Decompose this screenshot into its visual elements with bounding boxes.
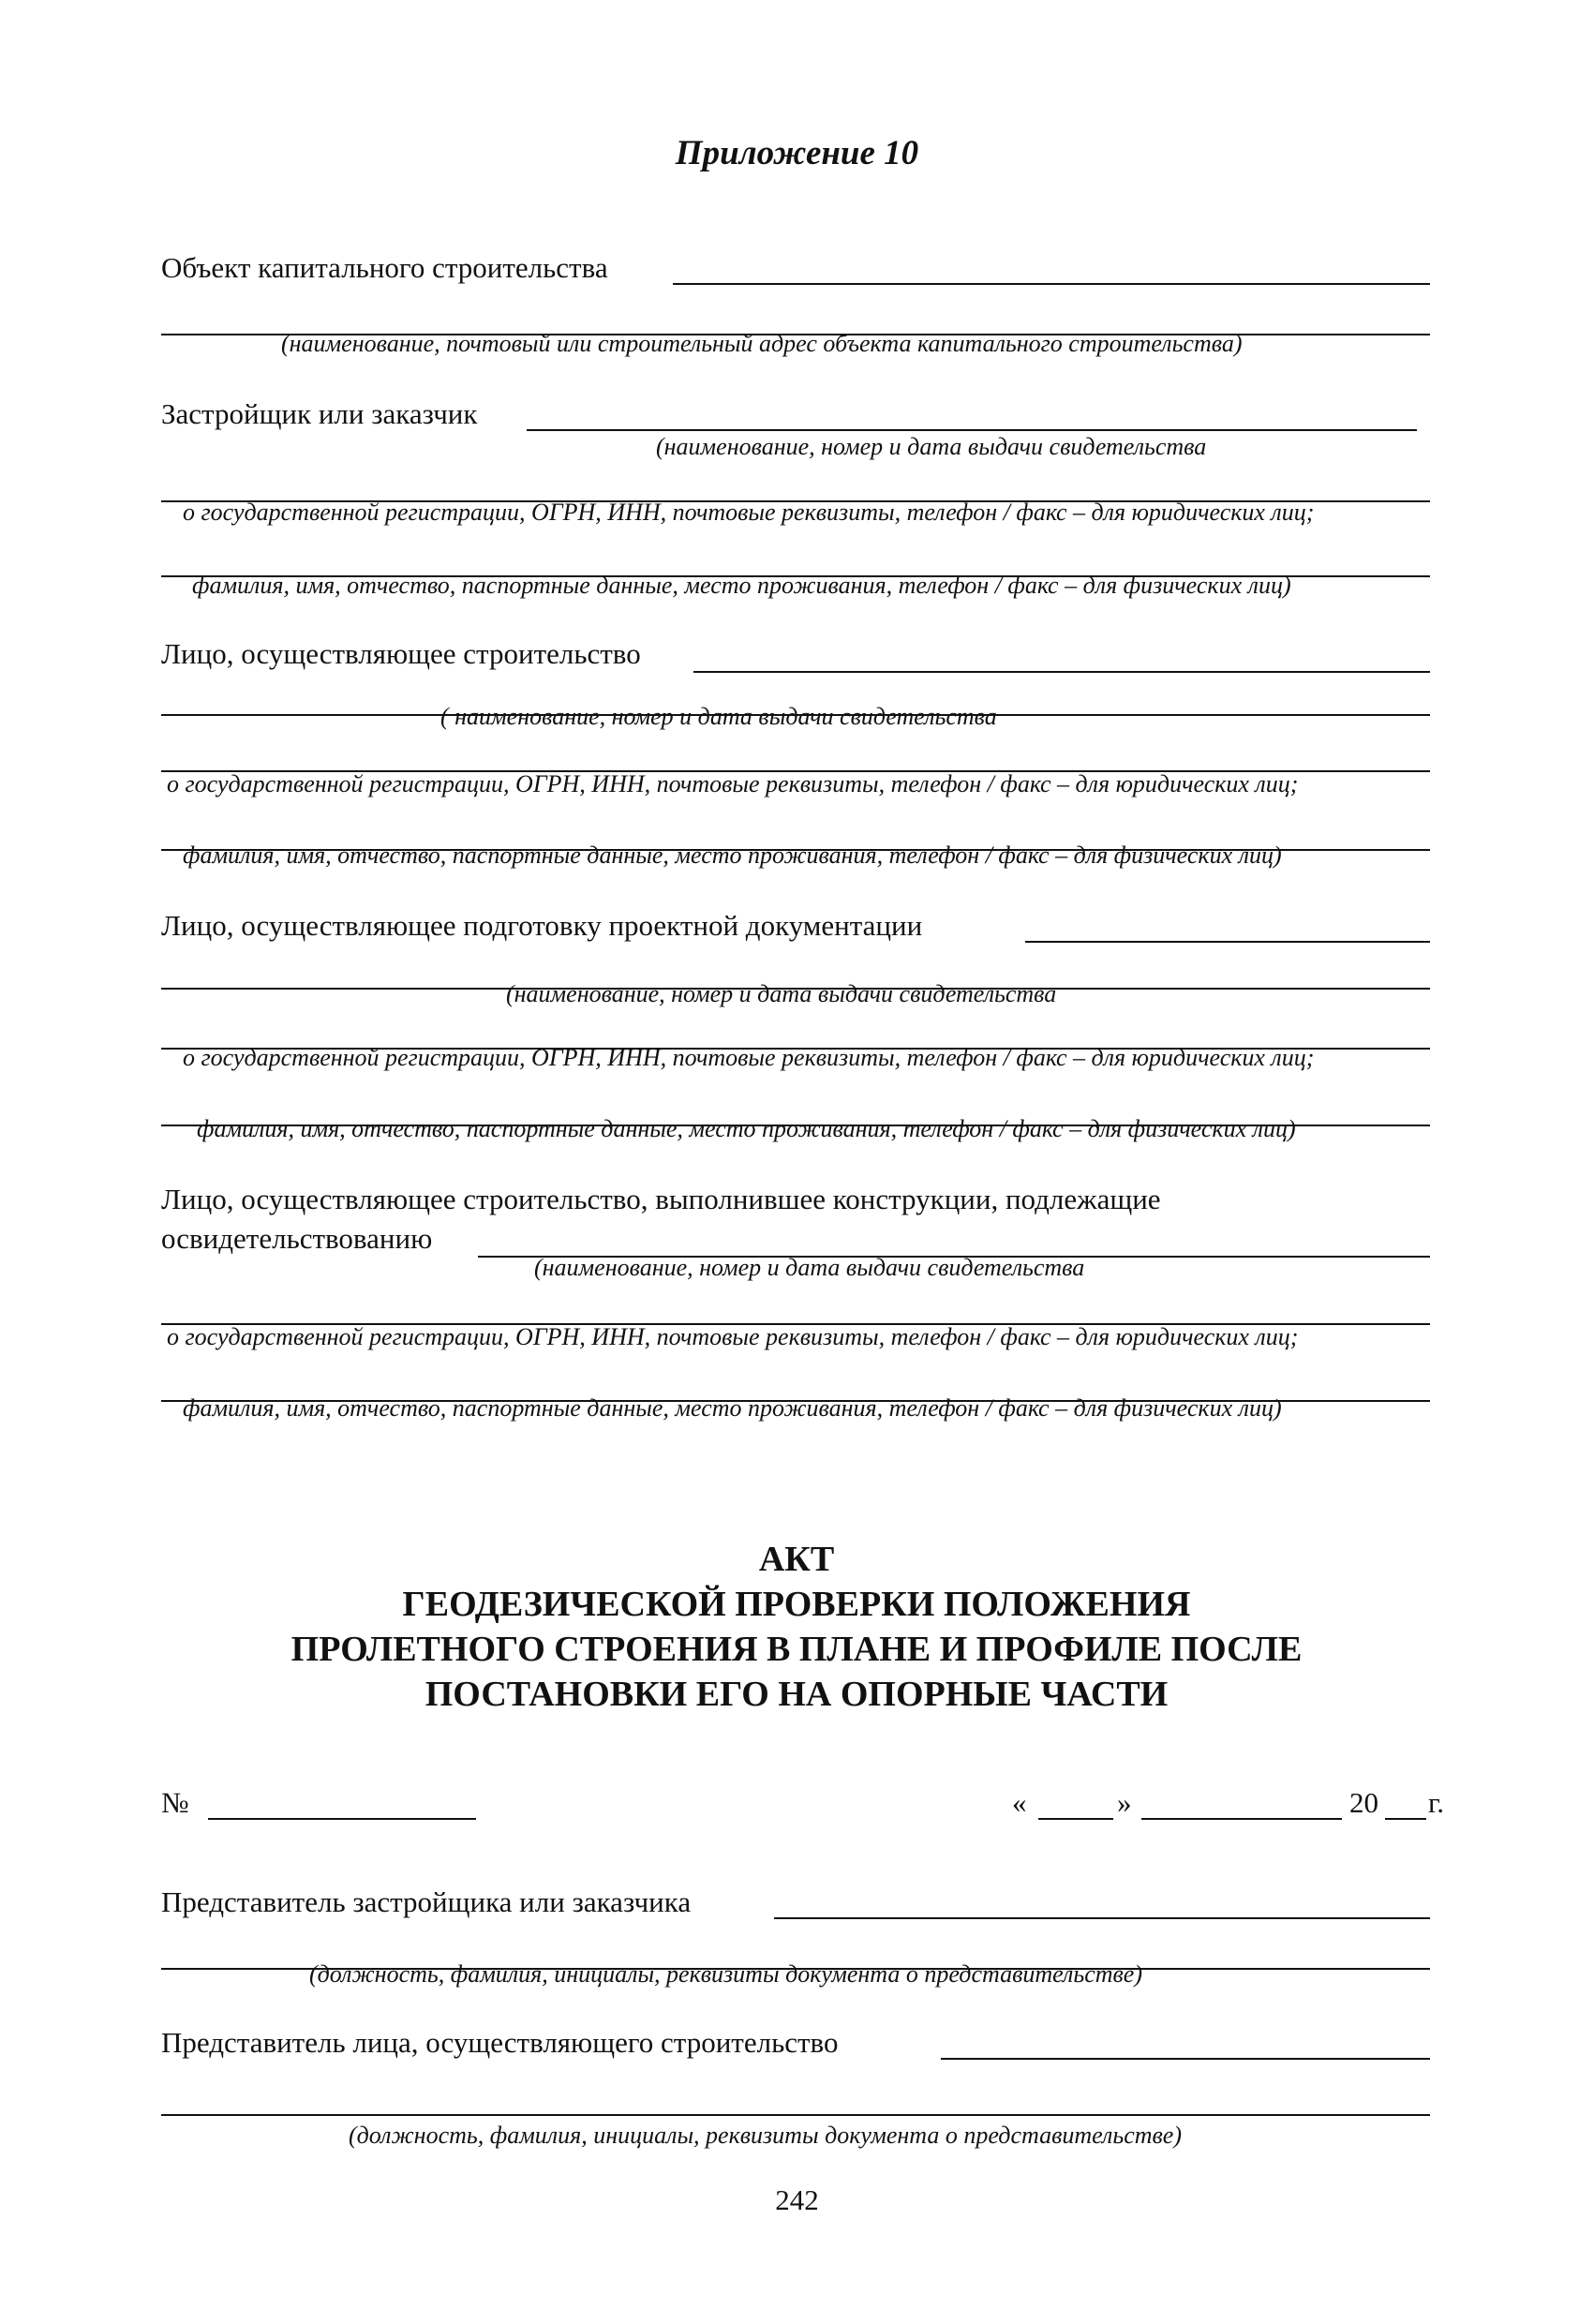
- designer-label: Лицо, осуществляющее подготовку проектной документации: [161, 909, 923, 942]
- designer-hint-2: о государственной регистрации, ОГРН, ИНН, почтовые реквизиты, телефон / факс – для юридических лиц;: [183, 1044, 1315, 1071]
- designer-hint-3: фамилия, имя, отчество, паспортные данные, место проживания, телефон / факс – для физических лиц): [197, 1115, 1296, 1142]
- act-heading-line-4: ПОСТАНОВКИ ЕГО НА ОПОРНЫЕ ЧАСТИ: [425, 1675, 1169, 1714]
- developer-label: Застройщик или заказчик: [161, 397, 478, 430]
- object-hint: (наименование, почтовый или строительный адрес объекта капитального строительства): [281, 330, 1243, 357]
- number-sign: №: [161, 1786, 189, 1819]
- rep-developer-hint: (должность, фамилия, инициалы, реквизиты документа о представительстве): [309, 1960, 1143, 1988]
- contractor-hint-1: (наименование, номер и дата выдачи свидетельства: [534, 1254, 1085, 1281]
- rep-builder-input-line-2[interactable]: [161, 2114, 1430, 2116]
- object-label: Объект капитального строительства: [161, 251, 608, 284]
- date-year-suffix: г.: [1428, 1786, 1444, 1819]
- builder-input-line[interactable]: [693, 671, 1430, 673]
- act-heading-line-1: АКТ: [758, 1540, 835, 1579]
- contractor-hint-2: о государственной регистрации, ОГРН, ИНН, почтовые реквизиты, телефон / факс – для юридических лиц;: [167, 1323, 1299, 1350]
- developer-hint-2: о государственной регистрации, ОГРН, ИНН, почтовые реквизиты, телефон / факс – для юридических лиц;: [183, 499, 1315, 526]
- rep-developer-input-line[interactable]: [774, 1917, 1430, 1919]
- date-year-prefix: 20: [1349, 1786, 1378, 1819]
- act-heading-line-3: ПРОЛЕТНОГО СТРОЕНИЯ В ПЛАНЕ И ПРОФИЛЕ ПОСЛЕ: [290, 1630, 1303, 1669]
- act-heading: [159, 1537, 1434, 1717]
- developer-input-line[interactable]: [527, 429, 1417, 431]
- contractor-label-2: освидетельствованию: [161, 1222, 433, 1255]
- rep-builder-input-line[interactable]: [941, 2058, 1430, 2060]
- contractor-label-1: Лицо, осуществляющее строительство, выполнившее конструкции, подлежащие: [161, 1183, 1161, 1215]
- builder-hint-1: ( наименование, номер и дата выдачи свидетельства: [440, 703, 997, 730]
- number-input-line[interactable]: [208, 1818, 476, 1820]
- designer-hint-1: (наименование, номер и дата выдачи свидетельства: [506, 980, 1057, 1007]
- object-input-line[interactable]: [673, 283, 1430, 285]
- designer-input-line[interactable]: [1025, 941, 1430, 943]
- rep-developer-label: Представитель застройщика или заказчика: [161, 1885, 692, 1918]
- contractor-hint-3: фамилия, имя, отчество, паспортные данные, место проживания, телефон / факс – для физических лиц): [183, 1394, 1282, 1422]
- date-quote-open: «: [1012, 1786, 1027, 1819]
- developer-hint-3: фамилия, имя, отчество, паспортные данные, место проживания, телефон / факс – для физических лиц): [192, 572, 1291, 599]
- date-month-input-line[interactable]: [1141, 1818, 1342, 1820]
- rep-builder-hint: (должность, фамилия, инициалы, реквизиты документа о представительстве): [349, 2122, 1183, 2149]
- developer-hint-1: (наименование, номер и дата выдачи свидетельства: [656, 433, 1207, 460]
- builder-hint-2: о государственной регистрации, ОГРН, ИНН, почтовые реквизиты, телефон / факс – для юридических лиц;: [167, 770, 1299, 797]
- page-number: 242: [775, 2183, 819, 2216]
- act-heading-line-2: ГЕОДЕЗИЧЕСКОЙ ПРОВЕРКИ ПОЛОЖЕНИЯ: [402, 1585, 1191, 1624]
- rep-builder-label: Представитель лица, осуществляющего строительство: [161, 2026, 839, 2059]
- builder-label: Лицо, осуществляющее строительство: [161, 637, 641, 670]
- builder-hint-3: фамилия, имя, отчество, паспортные данные, место проживания, телефон / факс – для физических лиц): [183, 842, 1282, 869]
- date-year-input-line[interactable]: [1385, 1818, 1426, 1820]
- page-title: Приложение 10: [675, 134, 919, 172]
- date-quote-close: »: [1117, 1786, 1132, 1819]
- date-day-input-line[interactable]: [1038, 1818, 1113, 1820]
